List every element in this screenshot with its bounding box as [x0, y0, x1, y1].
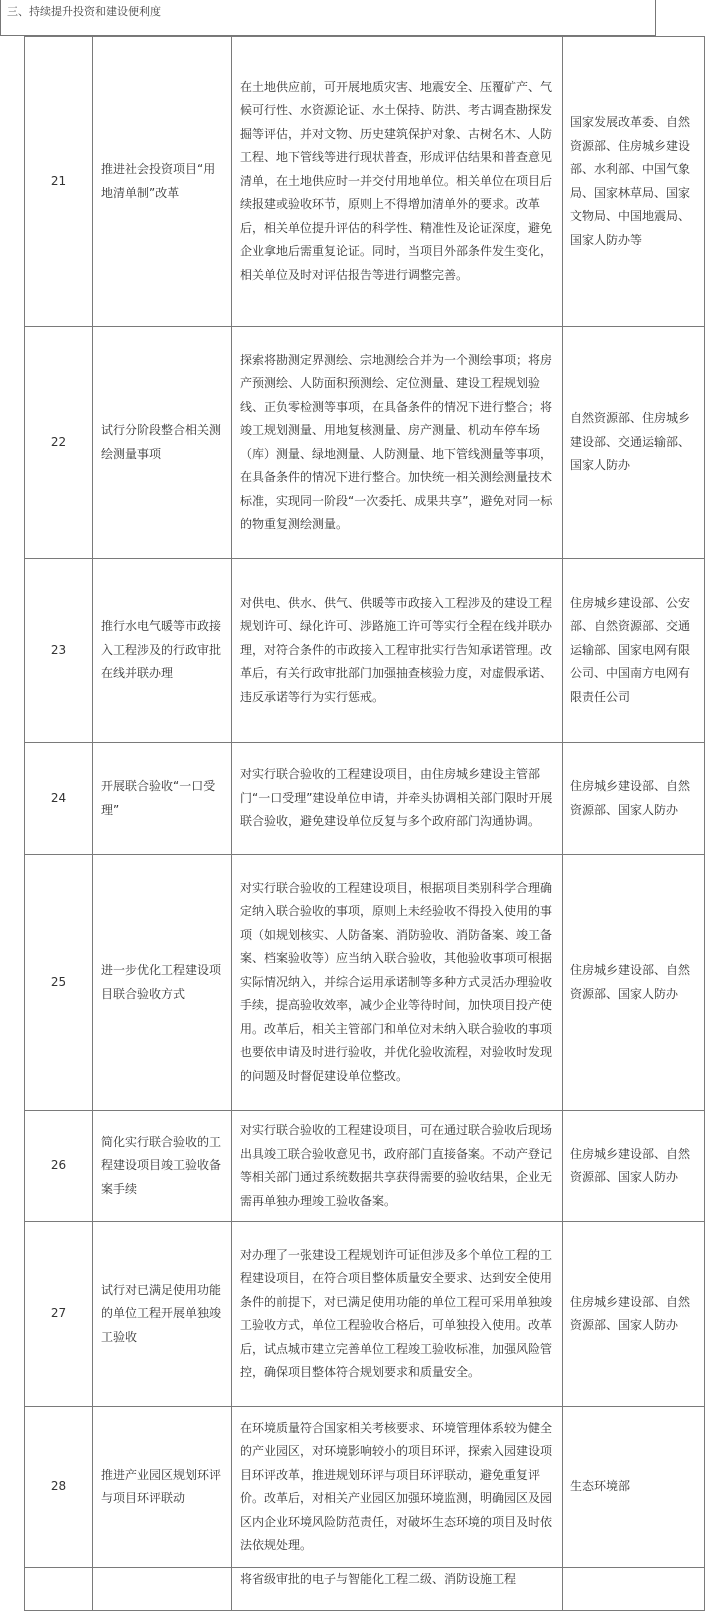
responsible-departments: 自然资源部、住房城乡建设部、交通运输部、国家人防办 [563, 327, 705, 559]
reform-item: 推进产业园区规划环评与项目环评联动 [93, 1407, 232, 1568]
reform-item: 推进社会投资项目“用地清单制”改革 [93, 37, 232, 327]
table-row [25, 855, 705, 1111]
reform-item: 开展联合验收“一口受理” [93, 743, 232, 855]
table-row [25, 37, 705, 327]
responsible-departments: 生态环境部 [563, 1407, 705, 1568]
responsible-departments [563, 1568, 705, 1611]
responsible-departments: 国家发展改革委、自然资源部、住房城乡建设部、水利部、中国气象局、国家林草局、国家文物局、中国地震局、国家人防办等 [563, 37, 705, 327]
reform-item: 简化实行联合验收的工程建设项目竣工验收备案手续 [93, 1111, 232, 1222]
section-title: 三、持续提升投资和建设便利度 [0, 0, 656, 36]
row-number: 24 [25, 743, 93, 855]
row-number: 23 [25, 559, 93, 743]
reform-content: 在土地供应前，可开展地质灾害、地震安全、压覆矿产、气候可行性、水资源论证、水土保持、防洪、考古调查勘探发掘等评估，并对文物、历史建筑保护对象、古树名木、人防工程、地下管线等进行现状普查，形成评估结果和普查意见清单，在土地供应时一并交付用地单位。相关单位在项目后续报建或验收环节，原则上不得增加清单外的要求。改革后，相关单位提升评估的科学性、精准性及论证深度，避免企业拿地后需重复论证。同时，当项目外部条件发生变化，相关单位及时对评估报告等进行调整完善。 [232, 37, 563, 327]
reform-item: 进一步优化工程建设项目联合验收方式 [93, 855, 232, 1111]
table-row [25, 327, 705, 559]
table-row [25, 743, 705, 855]
responsible-departments: 住房城乡建设部、自然资源部、国家人防办 [563, 1111, 705, 1222]
responsible-departments: 住房城乡建设部、自然资源部、国家人防办 [563, 743, 705, 855]
row-number: 25 [25, 855, 93, 1111]
row-number: 21 [25, 37, 93, 327]
table-row [25, 1111, 705, 1222]
reform-measures-table [24, 36, 705, 1611]
responsible-departments: 住房城乡建设部、自然资源部、国家人防办 [563, 855, 705, 1111]
table-row [25, 1568, 705, 1611]
reform-content: 对办理了一张建设工程规划许可证但涉及多个单位工程的工程建设项目，在符合项目整体质量安全要求、达到安全使用条件的前提下，对已满足使用功能的单位工程可采用单独竣工验收方式，单位工程验收合格后，可单独投入使用。改革后，试点城市建立完善单位工程竣工验收标准，加强风险管控，确保项目整体符合规划要求和质量安全。 [232, 1222, 563, 1407]
row-number [25, 1568, 93, 1611]
row-number: 28 [25, 1407, 93, 1568]
reform-content: 将省级审批的电子与智能化工程二级、消防设施工程 [232, 1568, 563, 1611]
reform-item: 试行分阶段整合相关测绘测量事项 [93, 327, 232, 559]
reform-content: 对供电、供水、供气、供暖等市政接入工程涉及的建设工程规划许可、绿化许可、涉路施工许可等实行全程在线并联办理，对符合条件的市政接入工程审批实行告知承诺管理。改革后，有关行政审批部门加强抽查核验力度，对虚假承诺、违反承诺等行为实行惩戒。 [232, 559, 563, 743]
reform-item: 推行水电气暖等市政接入工程涉及的行政审批在线并联办理 [93, 559, 232, 743]
row-number: 26 [25, 1111, 93, 1222]
responsible-departments: 住房城乡建设部、公安部、自然资源部、交通运输部、国家电网有限公司、中国南方电网有限责任公司 [563, 559, 705, 743]
row-number: 22 [25, 327, 93, 559]
row-number: 27 [25, 1222, 93, 1407]
table-row [25, 559, 705, 743]
responsible-departments: 住房城乡建设部、自然资源部、国家人防办 [563, 1222, 705, 1407]
reform-content: 在环境质量符合国家相关考核要求、环境管理体系较为健全的产业园区，对环境影响较小的项目环评，探索入园建设项目环评改革，推进规划环评与项目环评联动，避免重复评价。改革后，对相关产业园区加强环境监测，明确园区及园区内企业环境风险防范责任，对破坏生态环境的项目及时依法依规处理。 [232, 1407, 563, 1568]
reform-content: 对实行联合验收的工程建设项目，根据项目类别科学合理确定纳入联合验收的事项，原则上未经验收不得投入使用的事项（如规划核实、人防备案、消防验收、消防备案、竣工备案、档案验收等）应当纳入联合验收，其他验收事项可根据实际情况纳入，并综合运用承诺制等多种方式灵活办理验收手续，提高验收效率，减少企业等待时间，加快项目投产使用。改革后，相关主管部门和单位对未纳入联合验收的事项也要依申请及时进行验收，并优化验收流程，对验收时发现的问题及时督促建设单位整改。 [232, 855, 563, 1111]
table-row [25, 1222, 705, 1407]
reform-item [93, 1568, 232, 1611]
reform-content: 探索将勘测定界测绘、宗地测绘合并为一个测绘事项；将房产预测绘、人防面积预测绘、定位测量、建设工程规划验线、正负零检测等事项，在具备条件的情况下进行整合；将竣工规划测量、用地复核测量、房产测量、机动车停车场（库）测量、绿地测量、人防测量、地下管线测量等事项，在具备条件的情况下进行整合。加快统一相关测绘测量技术标准，实现同一阶段“一次委托、成果共享”，避免对同一标的物重复测绘测量。 [232, 327, 563, 559]
table-row [25, 1407, 705, 1568]
reform-content: 对实行联合验收的工程建设项目，由住房城乡建设主管部门“一口受理”建设单位申请，并牵头协调相关部门限时开展联合验收，避免建设单位反复与多个政府部门沟通协调。 [232, 743, 563, 855]
reform-content: 对实行联合验收的工程建设项目，可在通过联合验收后现场出具竣工联合验收意见书，政府部门直接备案。不动产登记等相关部门通过系统数据共享获得需要的验收结果，企业无需再单独办理竣工验收备案。 [232, 1111, 563, 1222]
reform-item: 试行对已满足使用功能的单位工程开展单独竣工验收 [93, 1222, 232, 1407]
